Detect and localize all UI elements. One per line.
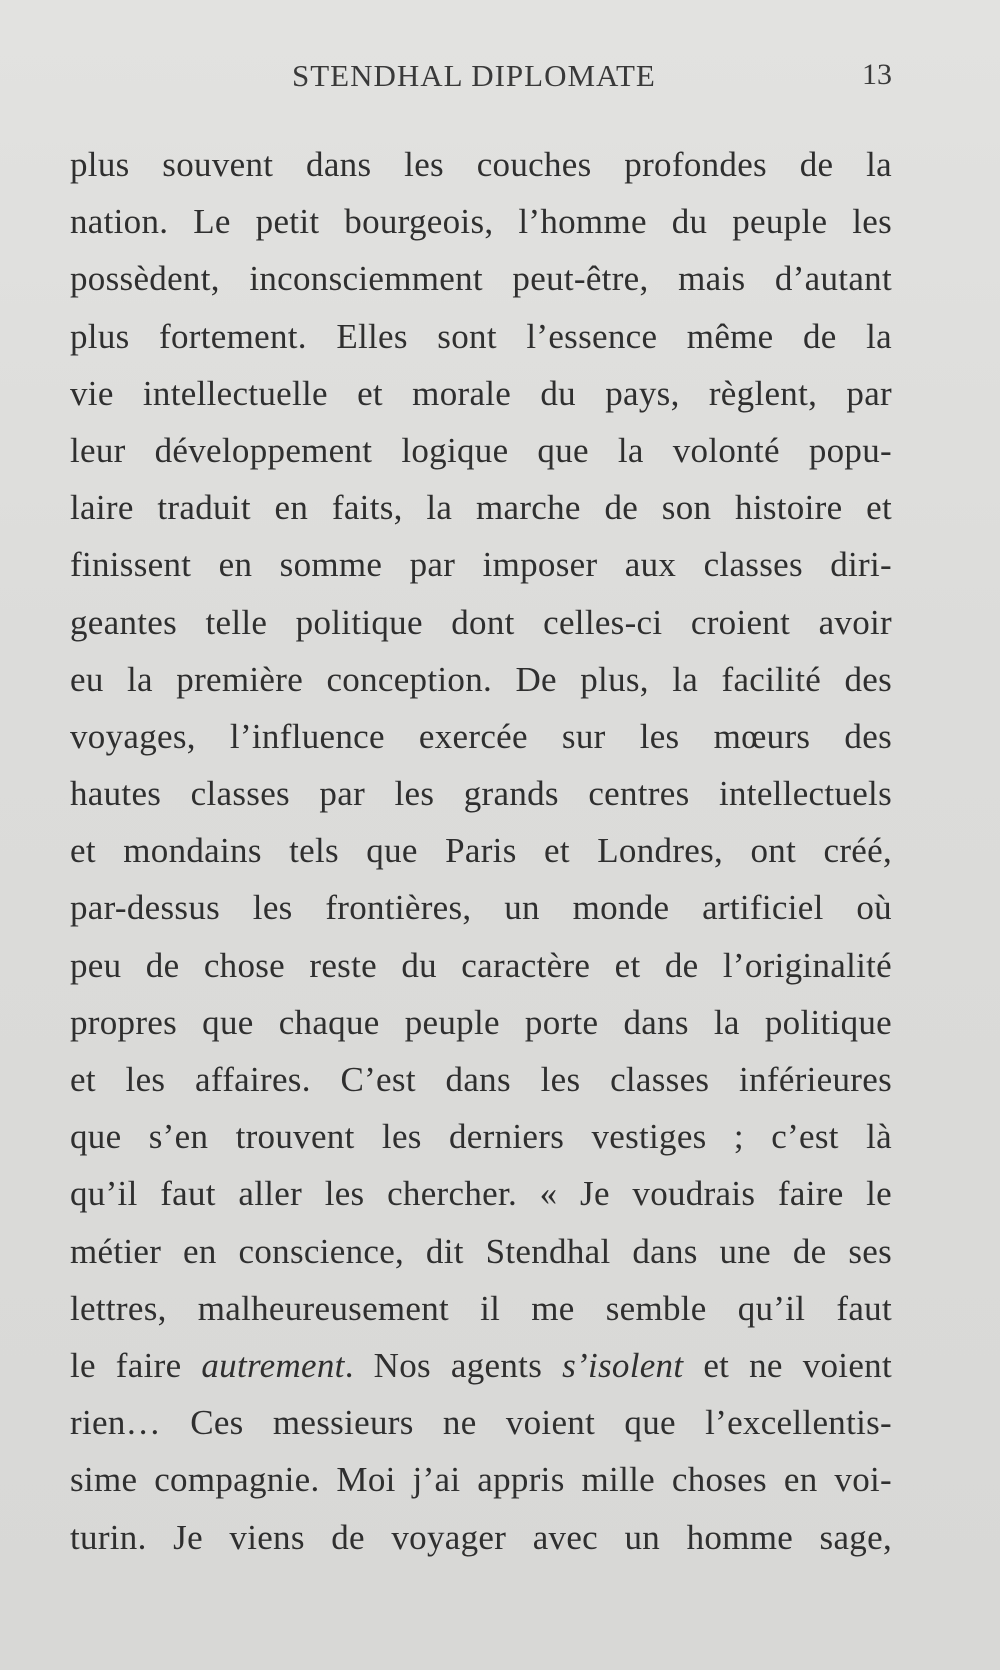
running-head <box>0 58 1000 98</box>
italic-text: s’isolent <box>562 1345 684 1385</box>
text-line: propres que chaque peuple porte dans la politique <box>70 1002 892 1042</box>
text-line: voyages, l’influence exercée sur les mœurs des <box>70 716 892 756</box>
text-line: geantes telle politique dont celles-ci croient avoir <box>70 602 892 642</box>
text-line: laire traduit en faits, la marche de son histoire et <box>70 488 892 528</box>
text-line: que s’en trouvent les derniers vestiges ; c’est là <box>70 1117 892 1157</box>
text-line: possèdent, inconsciemment peut-être, mais d’autant <box>70 259 892 299</box>
text-line: plus souvent dans les couches profondes de la <box>70 145 892 184</box>
text-line: finissent en somme par imposer aux classes diri- <box>70 545 892 585</box>
text-line: métier en conscience, dit Stendhal dans une de ses <box>70 1231 892 1271</box>
text-line: et mondains tels que Paris et Londres, ont créé, <box>70 831 892 871</box>
text-line: peu de chose reste du caractère et de l’originalité <box>70 945 892 985</box>
text-line: et les affaires. C’est dans les classes inférieures <box>70 1060 892 1099</box>
text-segment: . Nos agents <box>344 1345 563 1385</box>
text-line: rien… Ces messieurs ne voient que l’excellentis- <box>70 1403 892 1443</box>
running-title: STENDHAL DIPLOMATE <box>292 58 656 93</box>
page-number: 13 <box>862 58 892 91</box>
text-line: turin. Je viens de voyager avec un homme sage, <box>70 1517 892 1557</box>
text-line: eu la première conception. De plus, la facilité des <box>70 659 892 699</box>
text-segment: et ne voient <box>683 1345 892 1385</box>
text-line: par-dessus les frontières, un monde artificiel où <box>70 888 892 928</box>
italic-text: autrement <box>201 1345 345 1385</box>
text-segment: le faire <box>70 1345 202 1385</box>
text-line: lettres, malheureusement il me semble qu’il faut <box>70 1288 892 1328</box>
text-line: nation. Le petit bourgeois, l’homme du peuple les <box>70 202 892 242</box>
text-line: plus fortement. Elles sont l’essence même de la <box>70 316 892 356</box>
body-text <box>70 136 892 1566</box>
text-line: qu’il faut aller les chercher. « Je voudrais faire le <box>70 1174 892 1214</box>
text-line: hautes classes par les grands centres intellectuels <box>70 774 892 814</box>
text-line: vie intellectuelle et morale du pays, règlent, par <box>70 373 892 413</box>
text-line: sime compagnie. Moi j’ai appris mille choses en voi- <box>70 1460 892 1500</box>
text-line-with-italics <box>70 1337 892 1394</box>
text-line: leur développement logique que la volonté popu- <box>70 430 892 470</box>
